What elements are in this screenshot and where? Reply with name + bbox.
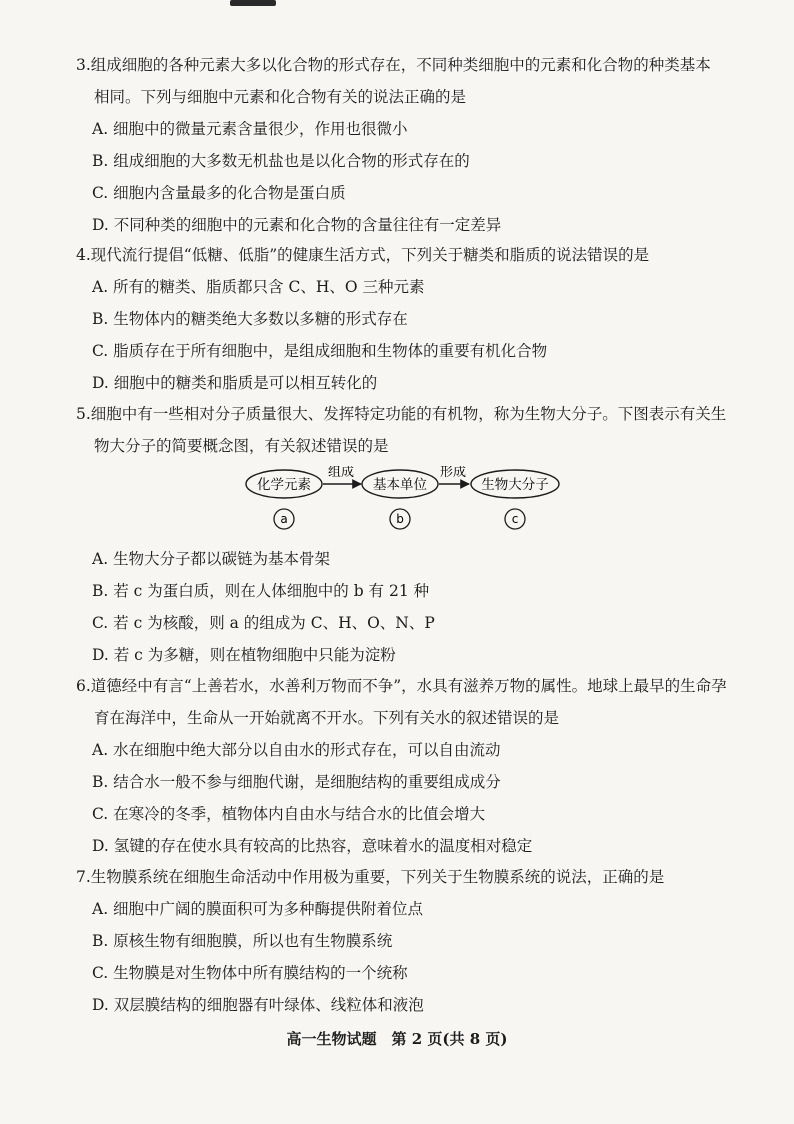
question-4-stem-line1: 4.现代流行提倡“低糖、低脂”的健康生活方式，下列关于糖类和脂质的说法错误的是	[76, 246, 650, 264]
question-3-stem-line2: 相同。下列与细胞中元素和化合物有关的说法正确的是	[94, 88, 467, 106]
question-5-stem-line1: 5.细胞中有一些相对分子质量很大、发挥特定功能的有机物，称为生物大分子。下图表示有关生	[76, 405, 727, 423]
circle-c-label: c	[511, 512, 519, 526]
question-5-option-c: C. 若 c 为核酸，则 a 的组成为 C、H、O、N、P	[92, 614, 435, 632]
node-chemical-elements-label: 化学元素	[257, 477, 311, 493]
question-6	[76, 675, 726, 857]
question-6-option-c: C. 在寒冷的冬季，植物体内自由水与结合水的比值会增大	[92, 805, 486, 823]
question-5-option-d: D. 若 c 为多糖，则在植物细胞中只能为淀粉	[92, 646, 396, 664]
question-7	[76, 866, 726, 1016]
question-7-stem-line1: 7.生物膜系统在细胞生命活动中作用极为重要，下列关于生物膜系统的说法，正确的是	[76, 868, 665, 886]
question-3-option-a: A. 细胞中的微量元素含量很少，作用也很微小	[92, 120, 408, 138]
question-6-option-b: B. 结合水一般不参与细胞代谢，是细胞结构的重要组成成分	[92, 773, 501, 791]
question-4	[76, 244, 726, 394]
question-3-stem-line1: 3.组成细胞的各种元素大多以化合物的形式存在，不同种类细胞中的元素和化合物的种类基本	[76, 56, 711, 74]
question-5-option-a: A. 生物大分子都以碳链为基本骨架	[92, 550, 331, 568]
question-3-option-b: B. 组成细胞的大多数无机盐也是以化合物的形式存在的	[92, 152, 470, 170]
question-3	[76, 54, 726, 236]
node-basic-unit-label: 基本单位	[373, 477, 427, 493]
circle-b-label: b	[396, 512, 404, 526]
question-4-option-a: A. 所有的糖类、脂质都只含 C、H、O 三种元素	[92, 278, 425, 296]
question-5-stem-line2: 物大分子的简要概念图，有关叙述错误的是	[94, 437, 389, 455]
question-7-option-d: D. 双层膜结构的细胞器有叶绿体、线粒体和液泡	[92, 996, 424, 1014]
circle-a-label: a	[280, 512, 288, 526]
question-6-stem-line1: 6.道德经中有言“上善若水，水善利万物而不争”，水具有滋养万物的属性。地球上最早的生命孕	[76, 677, 727, 695]
question-7-option-a: A. 细胞中广阔的膜面积可为多种酶提供附着位点	[92, 900, 424, 918]
question-5-stem	[76, 403, 726, 457]
question-4-option-d: D. 细胞中的糖类和脂质是可以相互转化的	[92, 374, 378, 392]
arrow-compose-label: 组成	[327, 466, 355, 480]
question-7-option-c: C. 生物膜是对生物体中所有膜结构的一个统称	[92, 964, 408, 982]
question-7-option-b: B. 原核生物有细胞膜，所以也有生物膜系统	[92, 932, 393, 950]
question-6-option-a: A. 水在细胞中绝大部分以自由水的形式存在，可以自由流动	[92, 741, 501, 759]
question-5-options	[76, 548, 726, 666]
question-5-option-b: B. 若 c 为蛋白质，则在人体细胞中的 b 有 21 种	[92, 582, 430, 600]
arrow-form-label: 形成	[439, 466, 467, 480]
question-4-option-c: C. 脂质存在于所有细胞中，是组成细胞和生物体的重要有机化合物	[92, 342, 548, 360]
concept-diagram	[244, 466, 564, 534]
page-footer: 高一生物试题 第 2 页(共 8 页)	[286, 1030, 508, 1048]
question-6-option-d: D. 氢键的存在使水具有较高的比热容，意味着水的温度相对稳定	[92, 837, 533, 855]
question-3-option-c: C. 细胞内含量最多的化合物是蛋白质	[92, 184, 346, 202]
question-4-option-b: B. 生物体内的糖类绝大多数以多糖的形式存在	[92, 310, 408, 328]
node-macromolecule-label: 生物大分子	[481, 477, 549, 493]
question-6-stem-line2: 育在海洋中，生命从一开始就离不开水。下列有关水的叙述错误的是	[94, 709, 560, 727]
question-3-option-d: D. 不同种类的细胞中的元素和化合物的含量往往有一定差异	[92, 216, 502, 234]
scan-mark	[230, 0, 276, 6]
